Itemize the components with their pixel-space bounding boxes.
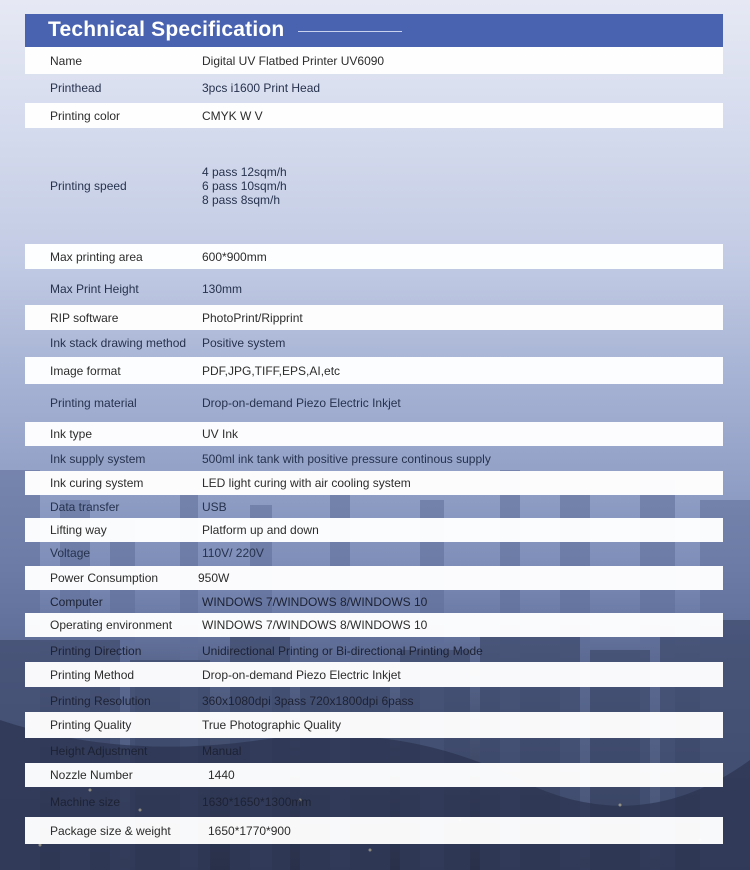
spec-row bbox=[25, 76, 723, 100]
spec-value: UV Ink bbox=[202, 427, 239, 441]
spec-row bbox=[25, 47, 723, 74]
spec-value: WINDOWS 7/WINDOWS 8/WINDOWS 10 bbox=[202, 595, 428, 609]
spec-row bbox=[25, 305, 723, 330]
spec-row bbox=[25, 817, 723, 844]
spec-row bbox=[25, 689, 723, 712]
spec-value: Drop-on-demand Piezo Electric Inkjet bbox=[202, 667, 401, 682]
spec-label: Package size & weight bbox=[50, 823, 171, 838]
spec-label: Name bbox=[50, 53, 83, 68]
spec-row bbox=[25, 566, 723, 590]
spec-value: WINDOWS 7/WINDOWS 8/WINDOWS 10 bbox=[202, 618, 428, 632]
spec-row bbox=[25, 740, 723, 761]
spec-header bbox=[25, 14, 723, 47]
spec-label: Nozzle Number bbox=[50, 768, 133, 782]
spec-label: Printing Resolution bbox=[50, 693, 151, 708]
spec-label: Data transfer bbox=[50, 499, 120, 514]
spec-value: 3pcs i1600 Print Head bbox=[202, 81, 321, 95]
spec-label: Power Consumption bbox=[50, 571, 159, 585]
spec-label: RIP software bbox=[50, 310, 119, 325]
spec-value: 130mm bbox=[202, 281, 243, 296]
spec-label: Lifting way bbox=[50, 523, 107, 537]
spec-value: 4 pass 12sqm/h 6 pass 10sqm/h 8 pass 8sqm/h bbox=[202, 165, 287, 207]
spec-label: Ink supply system bbox=[50, 451, 146, 466]
spec-label: Voltage bbox=[50, 546, 91, 560]
spec-value: 500ml ink tank with positive pressure continous supply bbox=[202, 451, 491, 466]
spec-value: Unidirectional Printing or Bi-directional Printing Mode bbox=[202, 643, 483, 658]
spec-value: Digital UV Flatbed Printer UV6090 bbox=[202, 53, 385, 68]
spec-row bbox=[25, 244, 723, 269]
spec-label: Printing color bbox=[50, 108, 121, 123]
spec-value: Manual bbox=[202, 743, 242, 758]
spec-value: 1440 bbox=[208, 768, 235, 782]
spec-row bbox=[25, 422, 723, 446]
spec-value: 110V/ 220V bbox=[202, 546, 264, 560]
spec-row bbox=[25, 275, 723, 302]
spec-label: Ink type bbox=[50, 427, 93, 441]
spec-label: Printing Method bbox=[50, 667, 135, 682]
spec-row bbox=[25, 640, 723, 661]
spec-value: 360x1080dpi 3pass 720x1800dpi 6pass bbox=[202, 693, 414, 708]
spec-value: Drop-on-demand Piezo Electric Inkjet bbox=[202, 395, 401, 410]
spec-row bbox=[25, 789, 723, 815]
spec-row bbox=[25, 471, 723, 495]
spec-row bbox=[25, 447, 723, 470]
spec-row bbox=[25, 763, 723, 787]
spec-value: 1630*1650*1300mm bbox=[202, 795, 312, 809]
spec-row bbox=[25, 543, 723, 563]
spec-row bbox=[25, 130, 723, 242]
spec-value: Platform up and down bbox=[202, 523, 319, 537]
spec-value: LED light curing with air cooling system bbox=[202, 476, 411, 490]
spec-label: Operating environment bbox=[50, 618, 173, 632]
spec-row bbox=[25, 662, 723, 687]
spec-label: Machine size bbox=[50, 795, 121, 809]
spec-label: Max Print Height bbox=[50, 281, 139, 296]
spec-row bbox=[25, 357, 723, 384]
spec-value: 950W bbox=[198, 571, 230, 585]
spec-value: CMYK W V bbox=[202, 108, 263, 123]
spec-label: Printing Quality bbox=[50, 718, 132, 732]
spec-label: Printing Direction bbox=[50, 643, 142, 658]
spec-label: Computer bbox=[50, 595, 103, 609]
spec-value: USB bbox=[202, 499, 227, 514]
spec-value: PhotoPrint/Ripprint bbox=[202, 310, 303, 325]
spec-row bbox=[25, 497, 723, 516]
spec-row bbox=[25, 712, 723, 738]
spec-label: Image format bbox=[50, 363, 121, 378]
spec-row bbox=[25, 387, 723, 418]
spec-row bbox=[25, 103, 723, 128]
spec-row bbox=[25, 592, 723, 612]
spec-row bbox=[25, 518, 723, 542]
spec-value: 600*900mm bbox=[202, 249, 267, 264]
spec-value: PDF,JPG,TIFF,EPS,AI,etc bbox=[202, 363, 341, 378]
title-divider bbox=[298, 31, 402, 32]
spec-row bbox=[25, 331, 723, 354]
spec-label: Height Adjustment bbox=[50, 743, 148, 758]
spec-label: Max printing area bbox=[50, 249, 143, 264]
spec-row bbox=[25, 613, 723, 637]
spec-label: Printing material bbox=[50, 395, 137, 410]
spec-label: Ink curing system bbox=[50, 476, 144, 490]
spec-value: 1650*1770*900 bbox=[208, 823, 291, 838]
spec-label: Ink stack drawing method bbox=[50, 335, 187, 350]
spec-label: Printing speed bbox=[50, 179, 127, 193]
page-title: Technical Specification bbox=[48, 18, 285, 41]
spec-label: Printhead bbox=[50, 81, 102, 95]
spec-value: True Photographic Quality bbox=[202, 718, 341, 732]
spec-value: Positive system bbox=[202, 335, 286, 350]
